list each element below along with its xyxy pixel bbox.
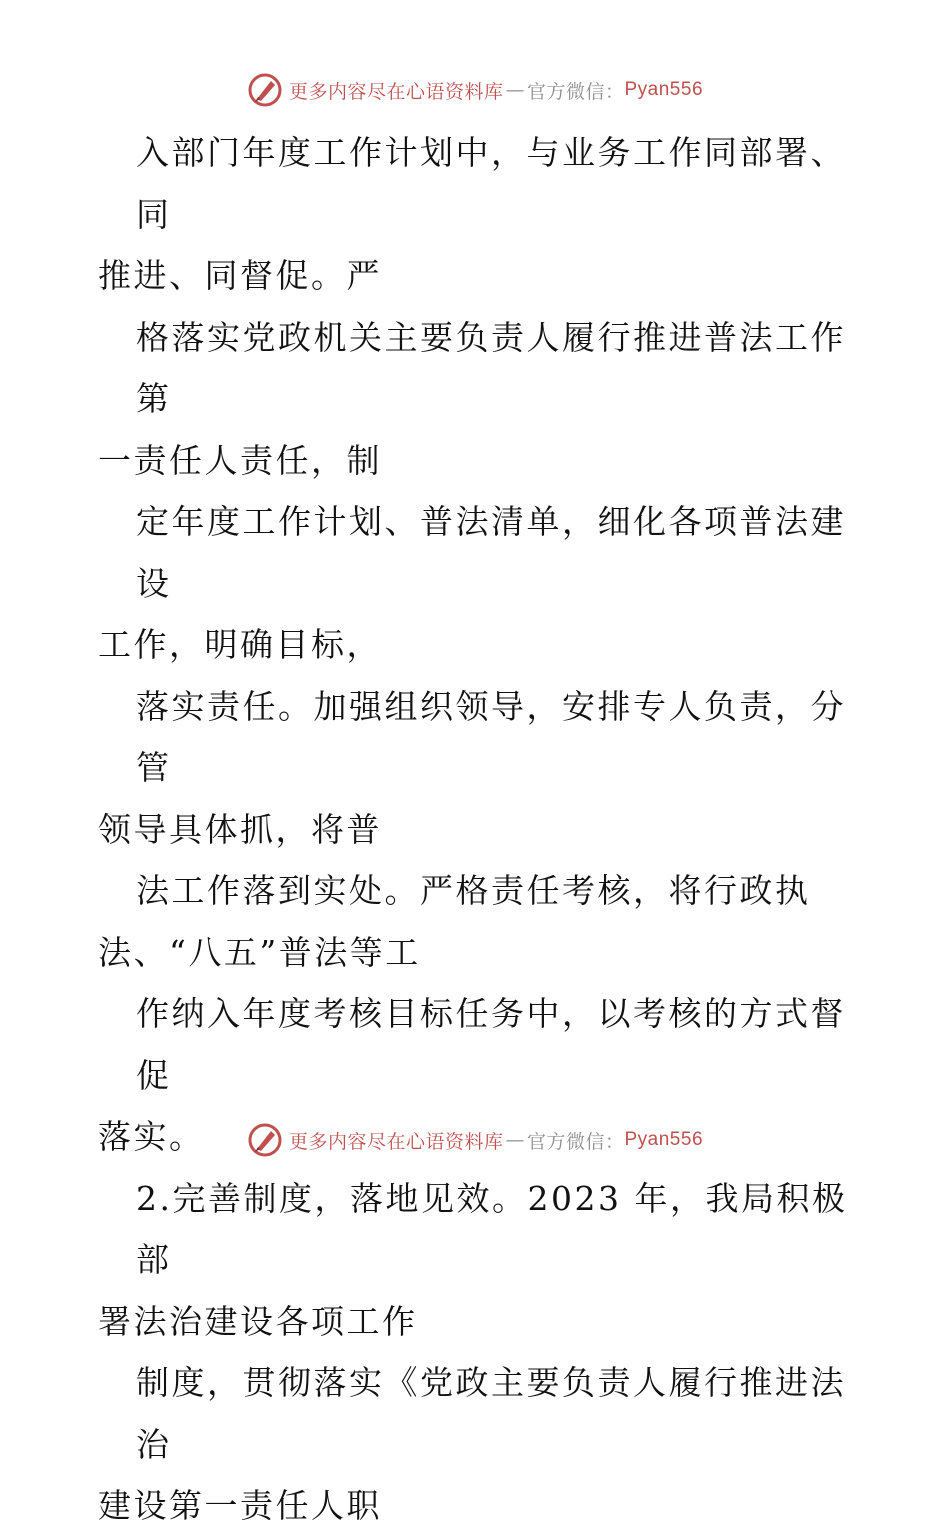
- pen-nib-logo-icon: [247, 72, 283, 108]
- paragraph-line: 署法治建设各项工作: [98, 1301, 418, 1341]
- paragraph-line: 法、“八五”普法等工: [98, 932, 421, 972]
- paragraph-4: [98, 676, 858, 861]
- paragraph-line: 制度，贯彻落实《党政主要负责人履行推进法治: [136, 1363, 846, 1464]
- watermark-dash: —: [505, 79, 525, 101]
- paragraph-line: 工作，明确目标，: [98, 625, 382, 664]
- paragraph-line: 领导具体抓，将普: [98, 809, 382, 849]
- watermark-site-text: 更多内容尽在心语资料库: [288, 80, 504, 103]
- paragraph-line: 入部门年度工作计划中，与业务工作同部署、同: [136, 133, 846, 234]
- watermark-wechat-label: 官方微信：: [526, 80, 625, 103]
- paragraph-line: 法工作落到实处。严格责任考核，将行政执: [136, 871, 811, 910]
- header-watermark: [0, 70, 950, 110]
- paragraph-5: [98, 860, 858, 983]
- paragraph-line: 建设第一责任人职: [98, 1486, 382, 1525]
- paragraph-line: 落实责任。加强组织领导，安排专人负责，分管: [136, 686, 846, 787]
- paragraph-line: 一责任人责任，制: [98, 440, 382, 480]
- watermark-wechat-id: Pyan556: [624, 79, 704, 100]
- footer-watermark: [0, 1120, 950, 1160]
- document-body: [98, 122, 858, 1537]
- paragraph-line: 格落实党政机关主要负责人履行推进普法工作第: [136, 317, 846, 418]
- paragraph-line: 作纳入年度考核目标任务中，以考核的方式督促: [136, 994, 846, 1095]
- paragraph-1: [98, 122, 858, 307]
- pen-nib-logo-icon: [247, 1122, 283, 1158]
- watermark-wechat-label: 官方微信：: [526, 1130, 625, 1153]
- paragraph-8: [98, 1352, 858, 1537]
- watermark-wechat-id: Pyan556: [624, 1129, 704, 1150]
- watermark-site-text: 更多内容尽在心语资料库: [288, 1130, 504, 1153]
- paragraph-3: [98, 491, 858, 676]
- paragraph-line: 落实。: [98, 1117, 205, 1156]
- paragraph-line: 2.完善制度，落地见效。2023 年，我局积极部: [136, 1178, 848, 1279]
- watermark-dash: —: [505, 1129, 525, 1151]
- paragraph-line: 定年度工作计划、普法清单，细化各项普法建设: [136, 502, 846, 603]
- paragraph-line: 推进、同督促。严: [98, 256, 382, 295]
- paragraph-7: [98, 1168, 858, 1353]
- paragraph-2: [98, 307, 858, 492]
